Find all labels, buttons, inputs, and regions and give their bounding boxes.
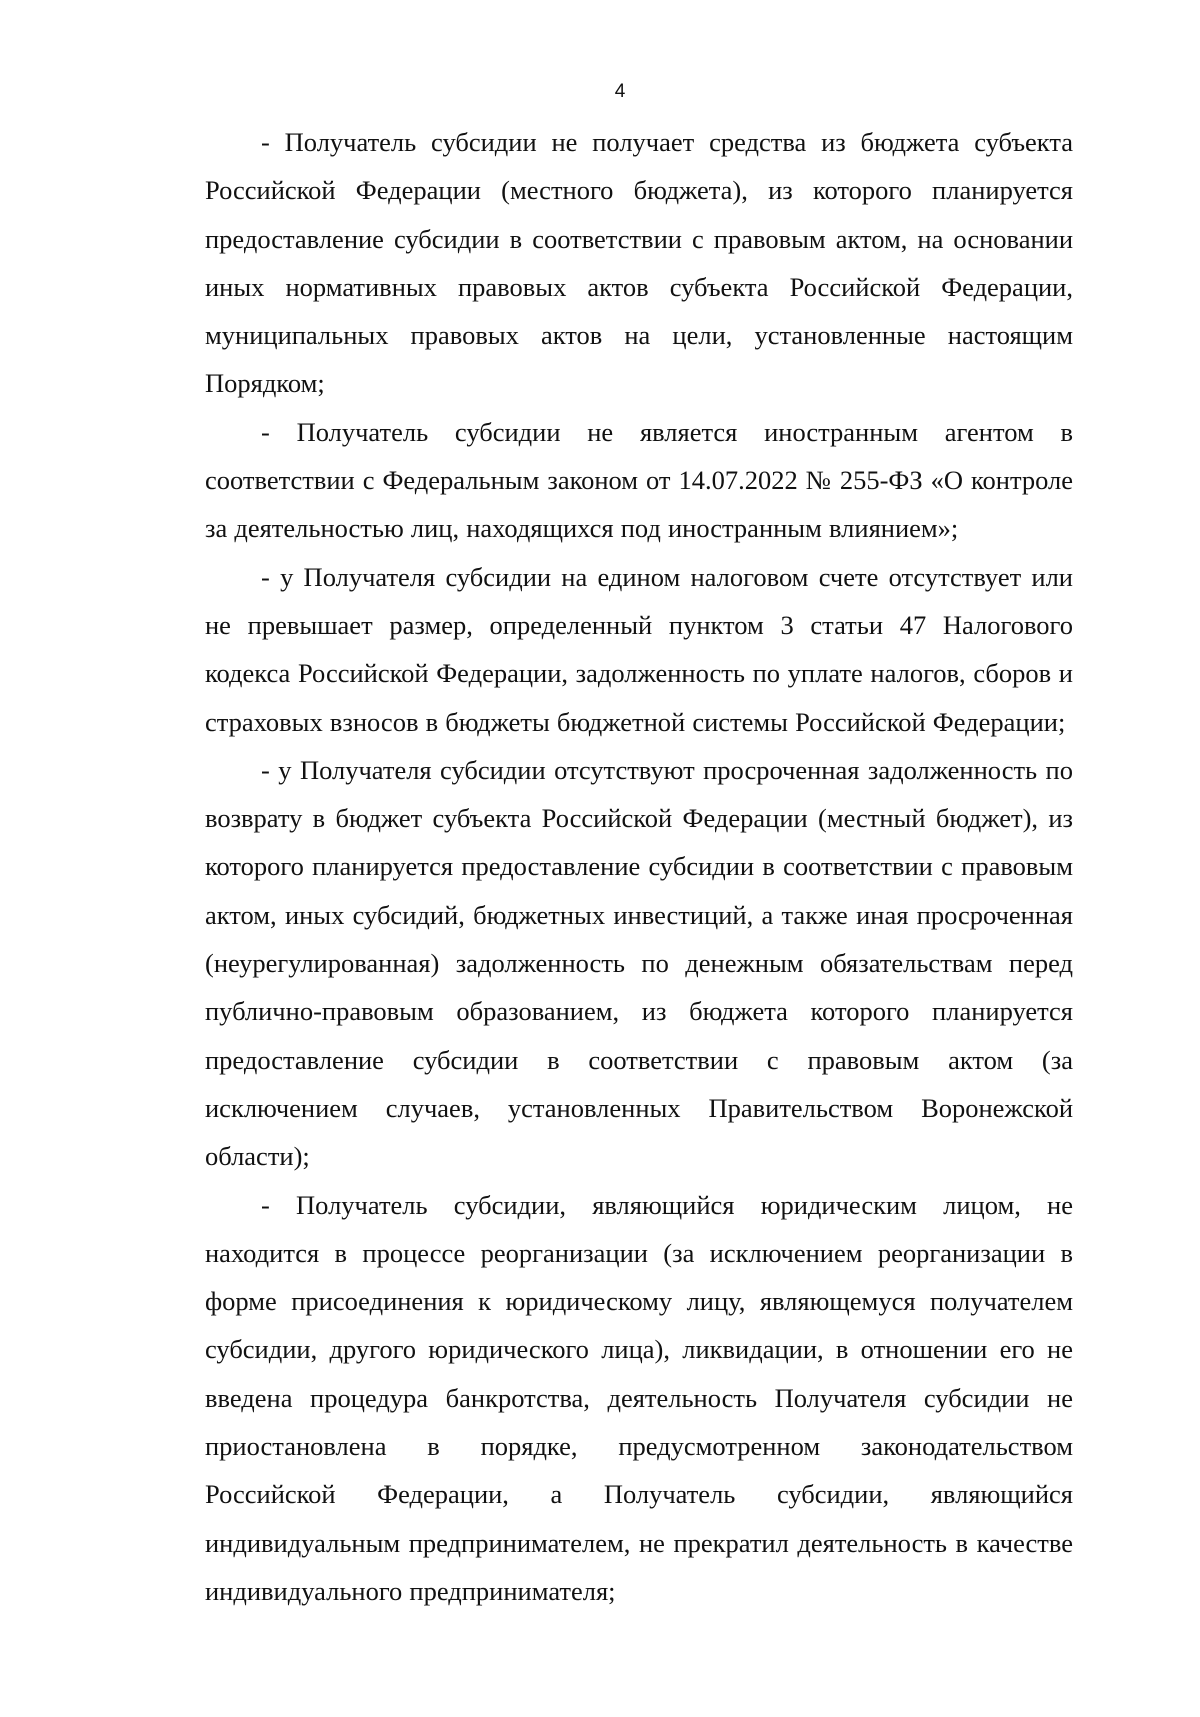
paragraph-no-budget-funds: - Получатель субсидии не получает средства из бюджета субъекта Российской Федерации (местного бюджета), из которого планируется предоставление субсидии в соответствии с правовым актом, на основании иных нормативных правовых актов субъекта Российской Федерации, муниципальных правовых актов на цели, установленные настоящим Порядком;: [205, 127, 1073, 399]
paragraph-overdue-debt: - у Получателя субсидии отсутствуют просроченная задолженность по возврату в бюджет субъекта Российской Федерации (местный бюджет), из которого планируется предоставление субсидии в соответствии с правовым актом, иных субсидий, бюджетных инвестиций, а также иная просроченная (неурегулированная) задолженность по денежным обязательствам перед публично-правовым образованием, из бюджета которого планируется предоставление субсидии в соответствии с правовым актом (за исключением случаев, установленных Правительством Воронежской области);: [205, 754, 1073, 1172]
paragraph-reorganization-status: - Получатель субсидии, являющийся юридическим лицом, не находится в процессе реорганизации (за исключением реорганизации в форме присоединения к юридическому лицу, являющемуся получателем субсидии, другого юридического лица), ликвидации, в отношении его не введена процедура банкротства, деятельность Получателя субсидии не приостановлена в порядке, предусмотренном законодательством Российской Федерации, а Получатель субсидии, являющийся индивидуальным предпринимателем, не прекратил деятельность в качестве индивидуального предпринимателя;: [205, 1189, 1073, 1606]
document-body: [205, 118, 1073, 1615]
page-number: 4: [614, 81, 626, 102]
paragraph-tax-debt: - у Получателя субсидии на едином налоговом счете отсутствует или не превышает размер, определенный пунктом 3 статьи 47 Налогового кодекса Российской Федерации, задолженность по уплате налогов, сборов и страховых взносов в бюджеты бюджетной системы Российской Федерации;: [205, 561, 1073, 737]
paragraph-not-foreign-agent: - Получатель субсидии не является иностранным агентом в соответствии с Федеральным законом от 14.07.2022 № 255-ФЗ «О контроле за деятельностью лиц, находящихся под иностранным влиянием»;: [205, 416, 1073, 544]
